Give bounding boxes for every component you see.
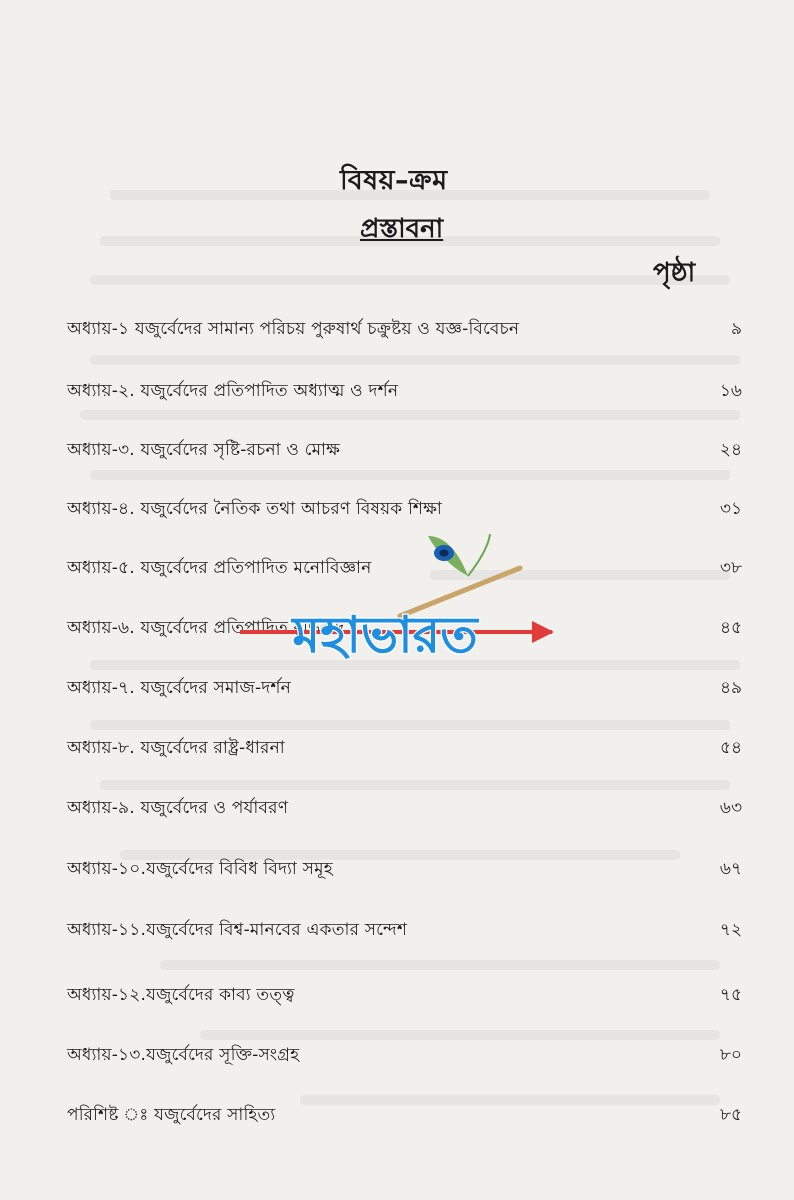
- toc-entry: [67, 437, 742, 471]
- toc-entry-title: অধ্যায়-৭. যজুর্বেদের সমাজ-দর্শন: [67, 678, 292, 698]
- toc-entry: [67, 856, 742, 890]
- toc-entry-page: ৬৩: [719, 798, 742, 818]
- toc-entry-title: অধ্যায়-৪. যজুর্বেদের নৈতিক তথা আচরণ বিষয়ক শিক্ষা: [67, 499, 443, 519]
- toc-entry: [67, 735, 742, 769]
- toc-entry-title: অধ্যায়-৫. যজুর্বেদের প্রতিপাদিত মনোবিজ্ঞান: [67, 558, 372, 578]
- toc-entry-page: ৮৫: [719, 1105, 742, 1125]
- toc-entry-title: অধ্যায়-৩. যজুর্বেদের সৃষ্টি-রচনা ও মোক্ষ: [67, 440, 341, 460]
- toc-entry-page: ১৬: [719, 381, 742, 401]
- toc-entry-page: ৬৭: [719, 859, 742, 879]
- toc-entry-page: ৪৯: [719, 678, 742, 698]
- toc-heading: বিষয়–ক্রম: [340, 165, 448, 196]
- toc-entry-page: ৭২: [719, 920, 742, 940]
- toc-entry: [67, 917, 742, 951]
- toc-entry: [67, 316, 742, 350]
- toc-entry: [67, 982, 742, 1016]
- mahabharat-watermark-logo: [220, 528, 570, 688]
- watermark-text: মহাভারত: [292, 606, 478, 664]
- toc-subheading: প্রস্তাবনা: [360, 214, 444, 244]
- toc-entry-page: ৮০: [719, 1045, 742, 1065]
- toc-entry-title: অধ্যায়-১০.যজুর্বেদের বিবিধ বিদ্যা সমূহ: [67, 859, 333, 879]
- toc-entry-title: অধ্যায়-১ যজুর্বেদের সামান্য পরিচয় পুরুষার্থ চক্রুষ্টয় ও যজ্ঞ-বিবেচন: [67, 319, 520, 339]
- page-column-label: পৃষ্ঠা: [653, 258, 696, 288]
- toc-entry-title: অধ্যায়-৮. যজুর্বেদের রাষ্ট্র-ধারনা: [67, 738, 285, 758]
- toc-entry: [67, 378, 742, 412]
- toc-entry-page: ৩১: [719, 499, 742, 519]
- toc-entry-page: ২৪: [719, 440, 742, 460]
- toc-entry-page: ৭৫: [719, 985, 742, 1005]
- peacock-feather-flute-icon: [400, 534, 520, 616]
- toc-entry-page: ৫৪: [719, 738, 742, 758]
- toc-entry-page: ৪৫: [719, 618, 742, 638]
- toc-entry: [67, 795, 742, 829]
- toc-entry: [67, 496, 742, 530]
- arrow-head: [532, 621, 554, 643]
- toc-entry-title: অধ্যায়-২. যজুর্বেদের প্রতিপাদিত অধ্যাত্ম ও দর্শন: [67, 381, 399, 401]
- toc-entry: [67, 1102, 742, 1136]
- toc-entry-page: ৩৮: [719, 558, 742, 578]
- toc-entry: [67, 1042, 742, 1076]
- toc-entry-title: অধ্যায়-৬. যজুর্বেদের প্রতিপাদিত বুদ্ধিবাদ: [67, 618, 345, 638]
- toc-entry-title: পরিশিষ্ট ঃ যজুর্বেদের সাহিত্য: [67, 1105, 276, 1125]
- toc-entry-title: অধ্যায়-১২.যজুর্বেদের কাব্য তত্ত্ব: [67, 985, 295, 1005]
- toc-entry-title: অধ্যায়-১১.যজুর্বেদের বিশ্ব-মানবের একতার সন্দেশ: [67, 920, 408, 940]
- toc-entry-title: অধ্যায়-১৩.যজুর্বেদের সূক্তি-সংগ্রহ: [67, 1045, 300, 1065]
- toc-entry-title: অধ্যায়-৯. যজুর্বেদের ও পর্যাবরণ: [67, 798, 289, 818]
- toc-entry-page: ৯: [730, 319, 742, 339]
